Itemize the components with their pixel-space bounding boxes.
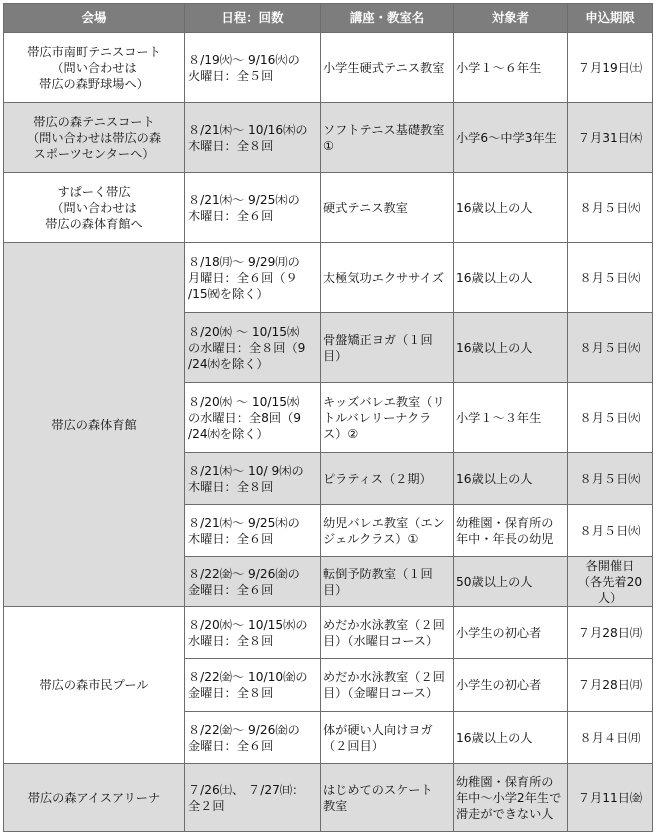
target-cell: 小学１～３年生 bbox=[454, 383, 568, 453]
target-cell: 16歳以上の人 bbox=[454, 173, 568, 243]
schedule-cell: ８/21㈭～ 10/16㈭の 木曜日：全８回 bbox=[185, 103, 321, 173]
table-row bbox=[4, 243, 653, 313]
schedule-cell: ８/19㈫～ 9/16㈫の 火曜日：全５回 bbox=[185, 33, 321, 103]
venue-cell: 帯広の森市民プール bbox=[4, 607, 185, 764]
table-row bbox=[4, 173, 653, 243]
deadline-cell: 各開催日 （各先着20人） bbox=[568, 557, 653, 607]
deadline-cell: ８月５日㈫ bbox=[568, 383, 653, 453]
table-row bbox=[4, 764, 653, 832]
course-cell: 幼児バレエ教室（エン ジェルクラス）① bbox=[321, 505, 454, 557]
deadline-cell: ８月５日㈫ bbox=[568, 313, 653, 383]
course-cell: キッズバレエ教室（リ トルバレリーナクラ ス）② bbox=[321, 383, 454, 453]
course-table bbox=[3, 3, 653, 832]
deadline-cell: ７月11日㈮ bbox=[568, 764, 653, 832]
schedule-cell: ８/18㈪～ 9/29㈪の 月曜日：全６回（９ /15㈷を除く） bbox=[185, 243, 321, 313]
target-cell: 50歳以上の人 bbox=[454, 557, 568, 607]
deadline-cell: ７月28日㈪ bbox=[568, 607, 653, 659]
schedule-cell: ８/21㈭～ 9/25㈭の 木曜日：全６回 bbox=[185, 173, 321, 243]
target-cell: 幼稚園・保育所の 年中・年長の幼児 bbox=[454, 505, 568, 557]
table-row bbox=[4, 607, 653, 659]
course-cell: 太極気功エクササイズ bbox=[321, 243, 454, 313]
venue-cell: 帯広の森アイスアリーナ bbox=[4, 764, 185, 832]
venue-cell: 帯広の森テニスコート （問い合わせは帯広の森 スポーツセンターへ） bbox=[4, 103, 185, 173]
header-course: 講座・教室名 bbox=[321, 4, 454, 33]
course-cell: めだか水泳教室（２回 目）（水曜日コース） bbox=[321, 607, 454, 659]
target-cell: 小学6～中学3年生 bbox=[454, 103, 568, 173]
schedule-cell: ８/20㈬ ～ 10/15㈬ の水曜日：全８回（9 /24㈬を除く） bbox=[185, 313, 321, 383]
target-cell: 小学生の初心者 bbox=[454, 659, 568, 712]
course-cell: はじめてのスケート 教室 bbox=[321, 764, 454, 832]
schedule-cell: ８/20㈬ ～ 10/15㈬ の水曜日：全8回（9 /24㈬を除く） bbox=[185, 383, 321, 453]
schedule-cell: ７/26㈯、 ７/27㈰： 全２回 bbox=[185, 764, 321, 832]
course-cell: めだか水泳教室（２回 目）（金曜日コース） bbox=[321, 659, 454, 712]
header-venue: 会場 bbox=[4, 4, 185, 33]
course-cell: ソフトテニス基礎教室 ① bbox=[321, 103, 454, 173]
target-cell: 16歳以上の人 bbox=[454, 243, 568, 313]
header-schedule: 日程：回数 bbox=[185, 4, 321, 33]
table-row bbox=[4, 33, 653, 103]
target-cell: 小学生の初心者 bbox=[454, 607, 568, 659]
venue-cell: 帯広の森体育館 bbox=[4, 243, 185, 607]
schedule-cell: ８/20㈬～ 10/15㈬の 水曜日：全８回 bbox=[185, 607, 321, 659]
deadline-cell: ８月５日㈫ bbox=[568, 243, 653, 313]
header-deadline: 申込期限 bbox=[568, 4, 653, 33]
schedule-cell: ８/21㈭～ 9/25㈭の 木曜日：全６回 bbox=[185, 505, 321, 557]
target-cell: 小学１～６年生 bbox=[454, 33, 568, 103]
schedule-cell: ８/21㈭～ 10/ 9㈭の 木曜日：全８回 bbox=[185, 453, 321, 505]
course-cell: 転倒予防教室（１回 目） bbox=[321, 557, 454, 607]
schedule-cell: ８/22㈮～ 9/26㈮の 金曜日：全６回 bbox=[185, 557, 321, 607]
deadline-cell: ８月５日㈫ bbox=[568, 505, 653, 557]
schedule-cell: ８/22㈮～ 10/10㈮の 金曜日：全８回 bbox=[185, 659, 321, 712]
target-cell: 16歳以上の人 bbox=[454, 453, 568, 505]
course-cell: 骨盤矯正ヨガ（１回 目） bbox=[321, 313, 454, 383]
table-row bbox=[4, 103, 653, 173]
header-target: 対象者 bbox=[454, 4, 568, 33]
course-cell: 硬式テニス教室 bbox=[321, 173, 454, 243]
target-cell: 16歳以上の人 bbox=[454, 313, 568, 383]
deadline-cell: ８月５日㈫ bbox=[568, 453, 653, 505]
deadline-cell: ８月５日㈫ bbox=[568, 173, 653, 243]
target-cell: 幼稚園・保育所の 年中～小学2年生で 滑走ができない人 bbox=[454, 764, 568, 832]
deadline-cell: ７月19日㈯ bbox=[568, 33, 653, 103]
deadline-cell: ７月28日㈪ bbox=[568, 659, 653, 712]
target-cell: 16歳以上の人 bbox=[454, 712, 568, 764]
course-cell: 小学生硬式テニス教室 bbox=[321, 33, 454, 103]
venue-cell: すぱーく帯広 （問い合わせは 帯広の森体育館へ bbox=[4, 173, 185, 243]
venue-cell: 帯広市南町テニスコート （問い合わせは 帯広の森野球場へ） bbox=[4, 33, 185, 103]
course-cell: ピラティス（２期） bbox=[321, 453, 454, 505]
deadline-cell: ８月４日㈪ bbox=[568, 712, 653, 764]
table-header-row bbox=[4, 4, 653, 33]
course-cell: 体が硬い人向けヨガ （２回目） bbox=[321, 712, 454, 764]
deadline-cell: ７月31日㈭ bbox=[568, 103, 653, 173]
schedule-cell: ８/22㈮～ 9/26㈮の 金曜日：全６回 bbox=[185, 712, 321, 764]
